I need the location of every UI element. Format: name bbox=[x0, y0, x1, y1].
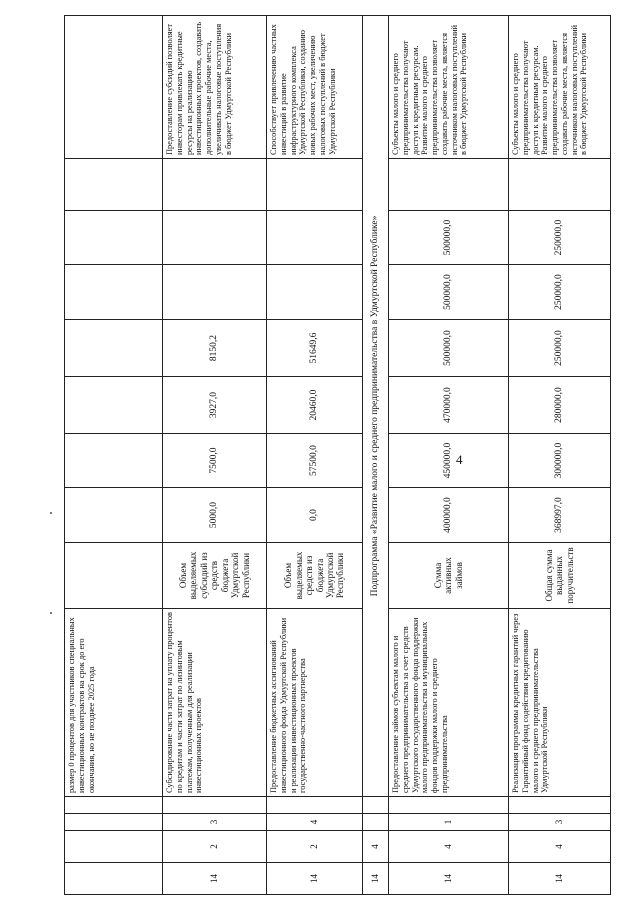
cell-m bbox=[267, 797, 363, 814]
cell-value: 0,0 bbox=[267, 488, 363, 543]
table-row bbox=[267, 16, 363, 895]
cell-result: Способствует привлечению частных инвестиций в развитие инфраструктурного комплекса Удмуртской Республики, созданию новых рабочих мест, увеличению налоговых поступлений в бюджет Удмуртской Республики bbox=[267, 16, 363, 159]
cell-measure-text: Субсидирование части затрат на уплату процентов по кредитам и части затрат по лизинговым платежам, полученным для реализации инвестиционных проектов bbox=[163, 609, 267, 797]
cell-value: 450000,0 bbox=[389, 434, 509, 488]
cell-value: 500000,0 bbox=[389, 320, 509, 377]
cell-value bbox=[267, 265, 363, 320]
cell-value: 51649,6 bbox=[267, 320, 363, 377]
cell-value: 3927,0 bbox=[163, 377, 267, 434]
cell-om: 1 bbox=[389, 814, 509, 831]
cell-value: 7500,0 bbox=[163, 434, 267, 488]
cell-value: 300000,0 bbox=[509, 434, 611, 488]
cell-indicator bbox=[65, 543, 163, 609]
cell-value bbox=[267, 211, 363, 265]
cell-measure-text: Реализация программы кредитных гарантий через Гарантийный фонд содействия кредитованию малого и среднего предпринимательства Удмуртской Республики bbox=[509, 609, 611, 797]
cell-m bbox=[389, 797, 509, 814]
cell-indicator: Общая сумма выданных поручительств bbox=[509, 543, 611, 609]
cell-om: 3 bbox=[509, 814, 611, 831]
cell-gp: 14 bbox=[163, 863, 267, 895]
cell-measure-text: Предоставление бюджетных ассигнований инвестиционного фонда Удмуртской Республики и реализации инвестиционных проектов государственно-частного партнерства bbox=[267, 609, 363, 797]
scan-speck bbox=[50, 612, 52, 614]
cell-value bbox=[65, 377, 163, 434]
cell-value bbox=[163, 211, 267, 265]
cell-sp: 2 bbox=[163, 831, 267, 863]
cell-value: 57500,0 bbox=[267, 434, 363, 488]
subprogram-title: Подпрограмма «Развитие малого и среднего предпринимательства в Удмуртской Республике» bbox=[363, 16, 389, 797]
cell-gp: 14 bbox=[363, 863, 389, 895]
cell-result: Предоставление субсидий позволяет инвесторам привлекать кредитные ресурсы на реализацию инвестиционных проектов, создавать дополнительные рабочие места, увеличивать налоговые поступления в бюджет Удмуртской Республики bbox=[163, 16, 267, 159]
cell-sp: 4 bbox=[509, 831, 611, 863]
cell-om: 3 bbox=[163, 814, 267, 831]
cell-value: 8150,2 bbox=[163, 320, 267, 377]
cell-value bbox=[65, 434, 163, 488]
table-row bbox=[509, 16, 611, 895]
cell-om bbox=[65, 814, 163, 831]
cell-value bbox=[65, 265, 163, 320]
cell-value bbox=[65, 159, 163, 211]
cell-value: 500000,0 bbox=[389, 265, 509, 320]
cell-m bbox=[509, 797, 611, 814]
cell-measure-text: размер 0 процентов для участников специальных инвестиционных контрактов на срок до его окончания, но не позднее 2025 года bbox=[65, 609, 163, 797]
cell-value bbox=[65, 488, 163, 543]
cell-indicator: Объем выделяемых субсидий из средств бюджета Удмуртской Республики bbox=[163, 543, 267, 609]
cell-indicator: Сумма активных займов bbox=[389, 543, 509, 609]
cell-om: 4 bbox=[267, 814, 363, 831]
table-row bbox=[65, 16, 163, 895]
cell-gp bbox=[65, 863, 163, 895]
cell-indicator: Объем выделяемых средств из бюджета Удмуртской Республики bbox=[267, 543, 363, 609]
cell-value bbox=[389, 159, 509, 211]
cell-gp: 14 bbox=[509, 863, 611, 895]
cell-value bbox=[509, 159, 611, 211]
cell-gp: 14 bbox=[389, 863, 509, 895]
cell-sp: 2 bbox=[267, 831, 363, 863]
cell-value bbox=[65, 211, 163, 265]
cell-value: 250000,0 bbox=[509, 265, 611, 320]
cell-value: 5000,0 bbox=[163, 488, 267, 543]
cell-value: 20460,0 bbox=[267, 377, 363, 434]
cell-result bbox=[65, 16, 163, 159]
cell-value: 250000,0 bbox=[509, 211, 611, 265]
rotated-table-container bbox=[64, 16, 610, 895]
scan-speck bbox=[50, 512, 52, 514]
cell-value: 470000,0 bbox=[389, 377, 509, 434]
cell-result: Субъекты малого и среднего предпринимательства получают доступ к кредитным ресурсам. Развитие малого и среднего предпринимательства позволяет создавать рабочие места, является источником налоговых поступлений в бюджет Удмуртской Республики bbox=[509, 16, 611, 159]
cell-value bbox=[267, 159, 363, 211]
program-measures-table bbox=[64, 15, 611, 895]
cell-result: Субъекты малого и среднего предпринимательства получают доступ к кредитным ресурсам. Развитие малого и среднего предпринимательства позволяет создавать рабочие места, является источником налоговых поступлений в бюджет Удмуртской Республики bbox=[389, 16, 509, 159]
table-row bbox=[389, 16, 509, 895]
cell-value: 280000,0 bbox=[509, 377, 611, 434]
subprogram-row bbox=[363, 16, 389, 895]
cell-sp: 4 bbox=[389, 831, 509, 863]
cell-value: 400000,0 bbox=[389, 488, 509, 543]
cell-value: 250000,0 bbox=[509, 320, 611, 377]
cell-m bbox=[363, 797, 389, 814]
cell-m bbox=[163, 797, 267, 814]
cell-m bbox=[65, 797, 163, 814]
cell-value: 368997,0 bbox=[509, 488, 611, 543]
cell-value: 500000,0 bbox=[389, 211, 509, 265]
table-row bbox=[163, 16, 267, 895]
cell-value bbox=[163, 265, 267, 320]
page-number: 4 bbox=[456, 452, 463, 467]
cell-sp bbox=[65, 831, 163, 863]
cell-value bbox=[65, 320, 163, 377]
cell-measure-text: Предоставление займов субъектам малого и среднего предпринимательства за счет средств Удмуртского государственного фонда поддержки малого предпринимательства и муниципальных фондов поддержки малого и среднего предпринимательства bbox=[389, 609, 509, 797]
cell-gp: 14 bbox=[267, 863, 363, 895]
cell-sp: 4 bbox=[363, 831, 389, 863]
cell-om bbox=[363, 814, 389, 831]
cell-value bbox=[163, 159, 267, 211]
